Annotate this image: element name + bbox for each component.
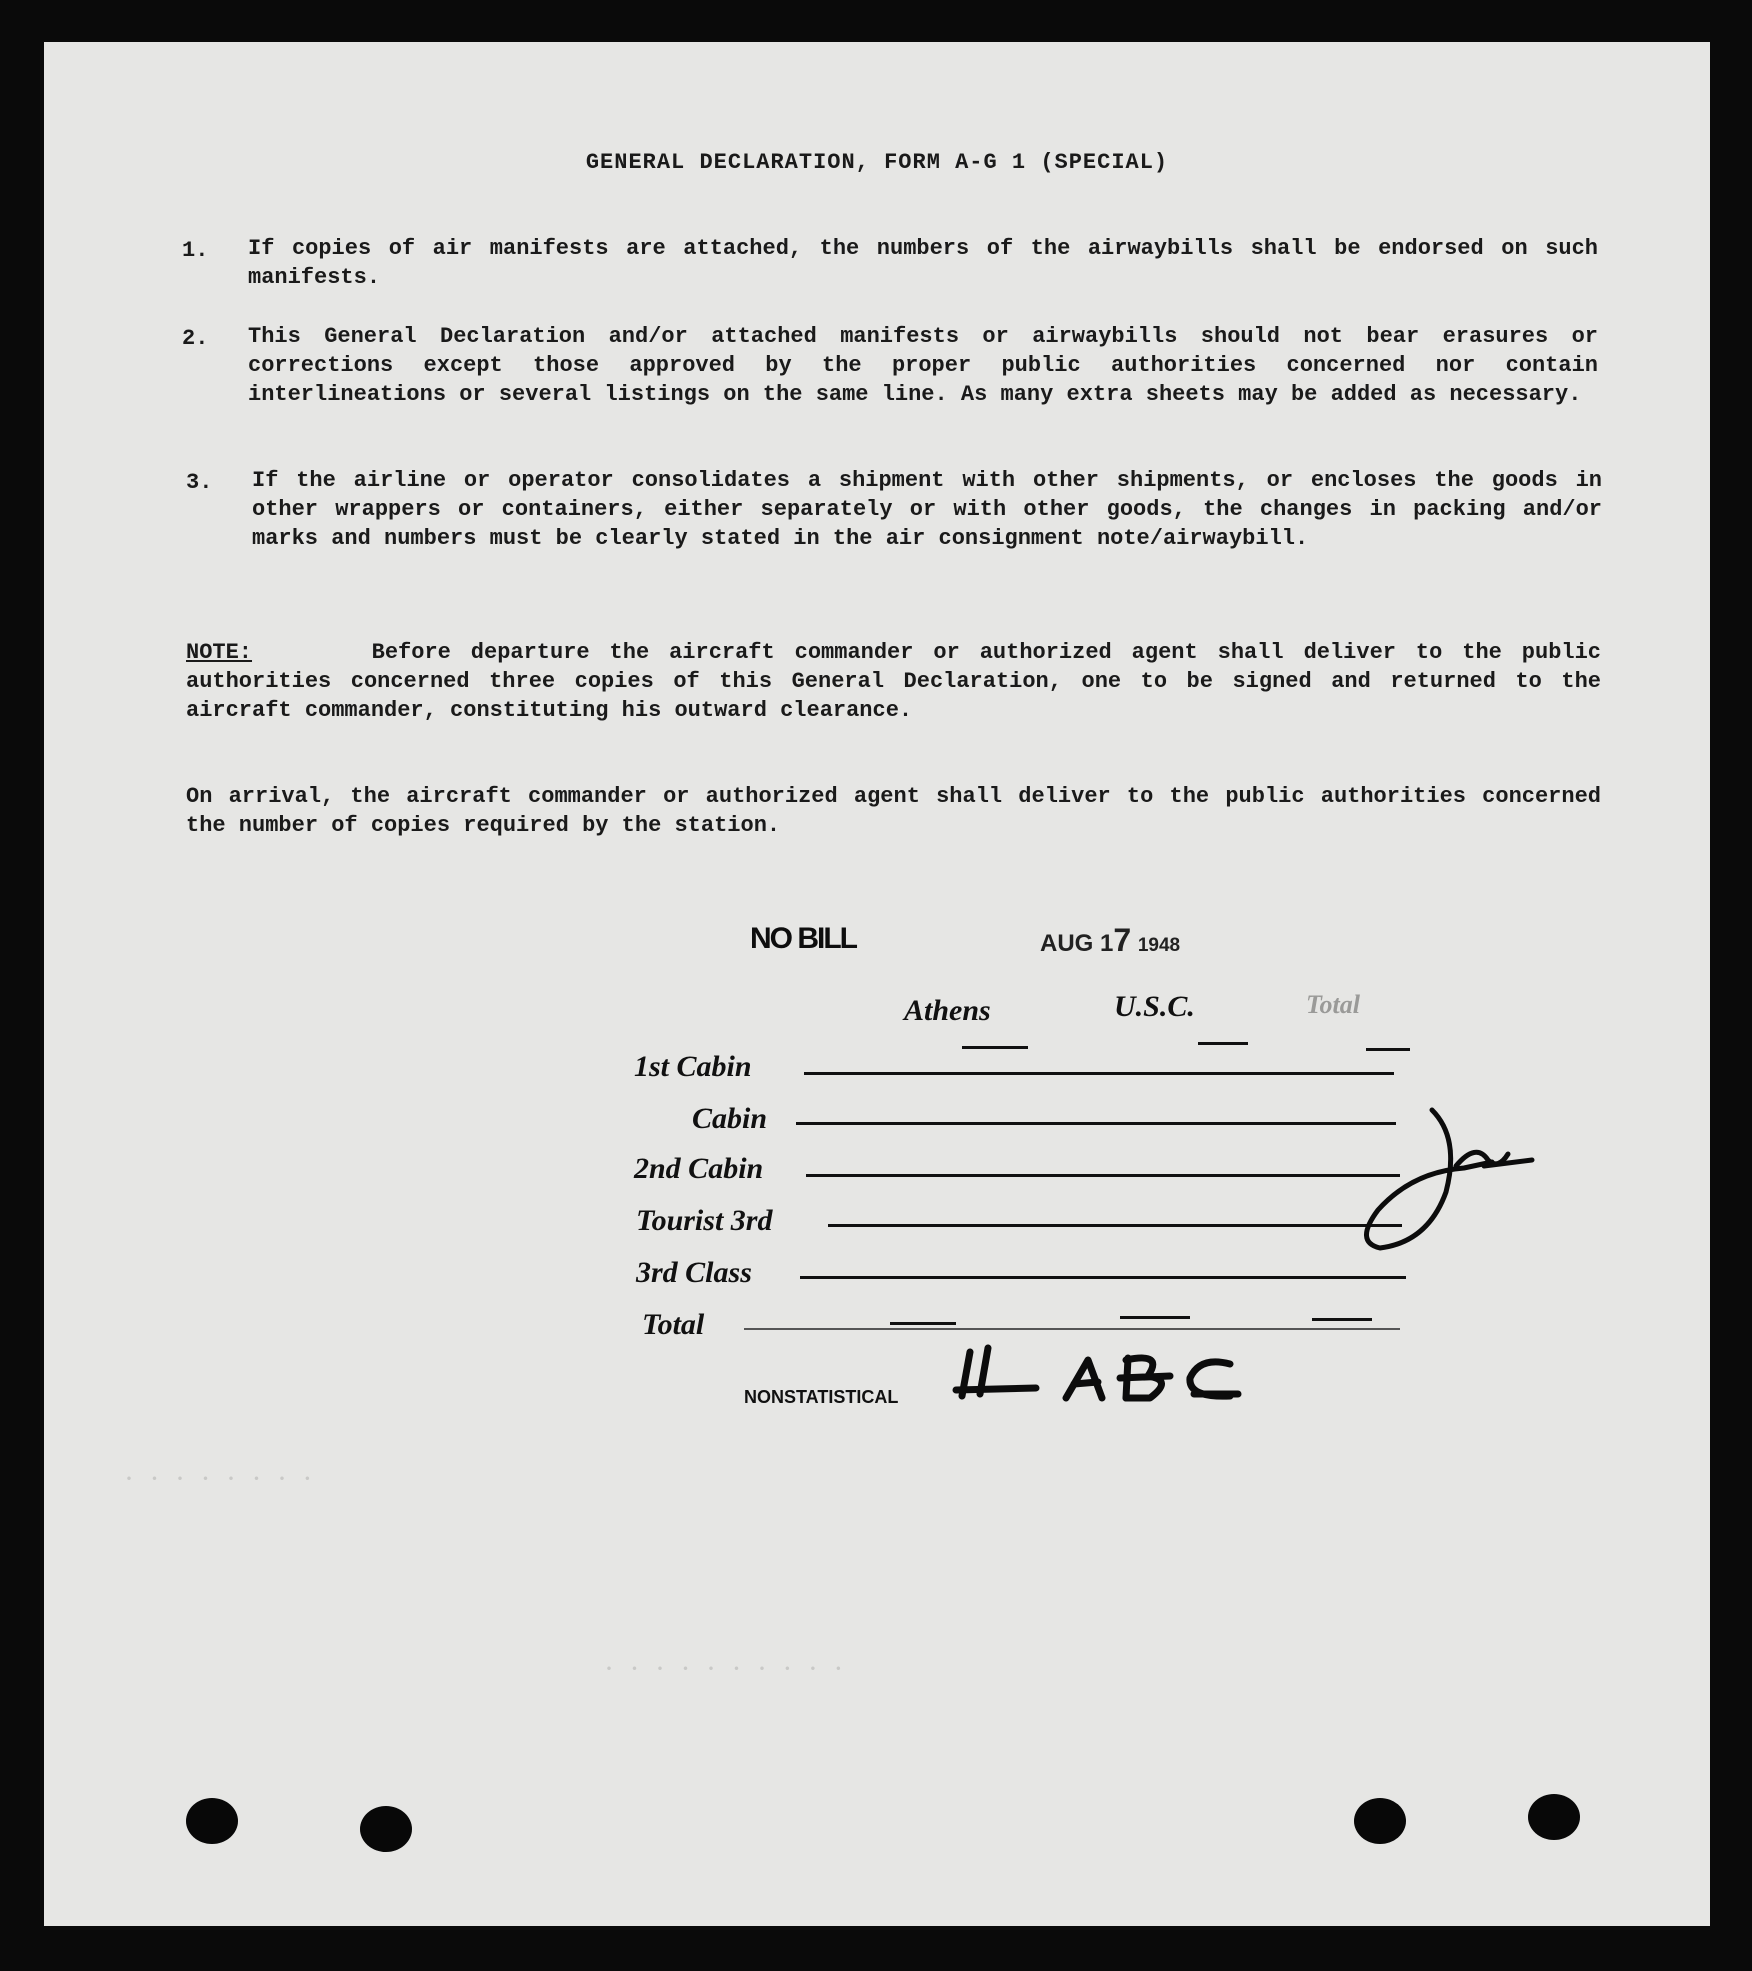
punch-hole	[1354, 1798, 1406, 1844]
row-label-total: Total	[642, 1308, 705, 1341]
document-title: GENERAL DECLARATION, FORM A-G 1 (SPECIAL)	[585, 150, 1169, 175]
item-number: 2.	[182, 326, 209, 351]
bleed-through-text: · · · · · · · ·	[124, 1462, 317, 1495]
note-label: NOTE:	[186, 640, 253, 665]
document-page	[44, 42, 1710, 1926]
row-label-2nd-cabin: 2nd Cabin	[634, 1152, 764, 1185]
date-day-first: 1	[1100, 930, 1114, 957]
note-text: Before departure the aircraft commander or authorized agent shall deliver to the public authorities concerned three copies of this General Declaration, one to be signed and returned to the aircraft commander, constituting his outward clearance.	[186, 640, 1602, 723]
column-total: Total	[1306, 990, 1360, 1019]
item-text: This General Declaration and/or attached manifests or airwaybills should not bear erasures or corrections except those approved by the proper public authorities concerned nor contain interlineations or several listings on the same line. As many extra sheets may be added as necessary.	[248, 324, 1598, 407]
item-text: If copies of air manifests are attached, the numbers of the airwaybills shall be endorsed on such manifests.	[248, 236, 1598, 290]
handwriting-layer	[44, 42, 1710, 1926]
punch-hole	[186, 1798, 238, 1844]
arrival-paragraph: On arrival, the aircraft commander or authorized agent shall deliver to the public authorities concerned the number of copies required by the station.	[186, 784, 1601, 838]
bleed-through-text: · · · · · · · · · ·	[604, 1652, 848, 1685]
row-label-cabin: Cabin	[692, 1102, 768, 1135]
item-number: 1.	[182, 238, 209, 263]
handwritten-code-mark	[956, 1348, 1238, 1398]
date-year: 1948	[1137, 935, 1181, 956]
punch-hole	[1528, 1794, 1580, 1840]
date-month: AUG	[1040, 930, 1094, 957]
handwritten-initials	[1366, 1110, 1532, 1248]
item-number: 3.	[186, 470, 213, 495]
column-usc: U.S.C.	[1114, 990, 1195, 1023]
nonstatistical-stamp: NONSTATISTICAL	[744, 1387, 899, 1407]
item-text: If the airline or operator consolidates a shipment with other shipments, or encloses the goods in other wrappers or containers, either separately or with other goods, the changes in packing and/or marks and numbers must be clearly stated in the air consignment note/airwaybill.	[252, 468, 1602, 551]
column-athens: Athens	[904, 994, 991, 1027]
row-label-3rd-class: 3rd Class	[636, 1256, 752, 1289]
punch-hole	[360, 1806, 412, 1852]
no-bill-stamp: NO BILL	[750, 922, 856, 955]
date-day-second: 7	[1113, 922, 1132, 958]
row-label-1st-cabin: 1st Cabin	[634, 1050, 752, 1083]
row-label-tourist-3rd: Tourist 3rd	[636, 1204, 773, 1237]
